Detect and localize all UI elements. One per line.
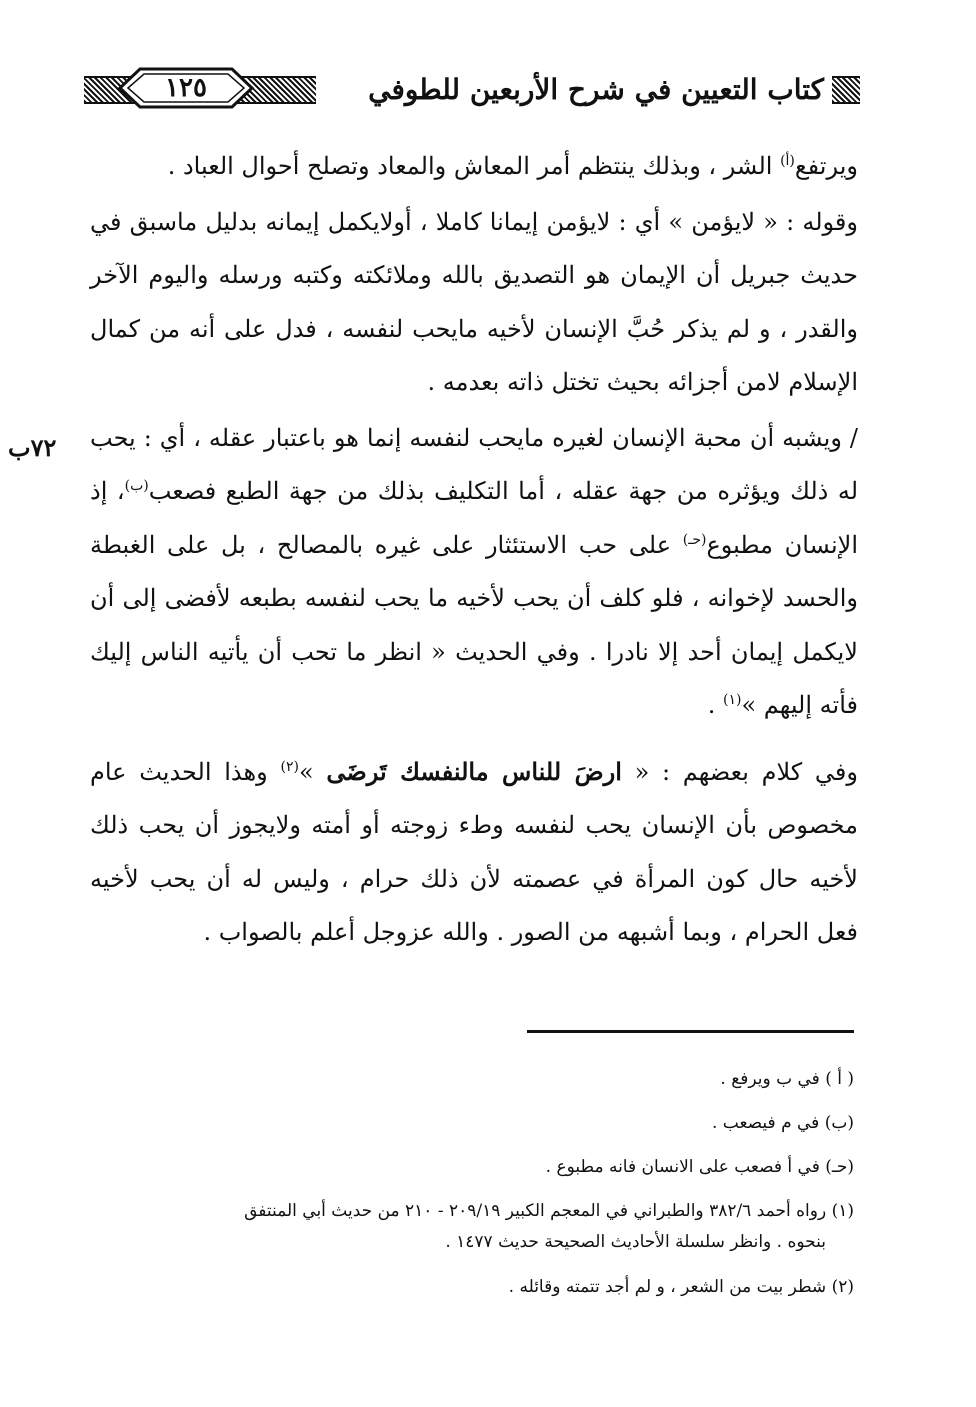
text-segment: وقوله : « لايؤمن » أي : لايؤمن إيمانا كاملا ، أولايكمل إيمانه بدليل ماسبق في حديث جبريل أن الإيمان هو التصديق بالله وملائكته وكتبه ورسله واليوم الآخر والقدر ، و لم يذكر حُبَّ الإنسان لأخيه مايحب لنفسه ، فدل على أنه من كمال الإسلام لامن أجزائه بحيث تختل ذاته بعدمه . [90, 207, 859, 396]
quoted-saying: ارضَ للناس مالنفسك تَرضَى [326, 756, 622, 786]
footnote-text: (٢) شطر بيت من الشعر ، و لم أجد تتمته وقائله . [508, 1277, 854, 1297]
body-paragraph [90, 412, 858, 733]
footnote-reference: (حـ) [682, 531, 707, 548]
page-number-badge [106, 66, 266, 110]
footnote-text: ( أ ) في ب ويرفع . [720, 1069, 854, 1089]
page-number: ١٢٥ [165, 73, 207, 103]
body-paragraph [90, 745, 858, 960]
book-title: كتاب التعيين في شرح الأربعين للطوفي [368, 73, 824, 106]
footnotes [80, 1064, 854, 1316]
body-paragraph [90, 140, 858, 194]
footnote-text: (ب) في م فيصعب . [711, 1113, 854, 1133]
footnote [80, 1196, 854, 1258]
manuscript-folio-marker: ٧٢ب [8, 433, 57, 462]
footnote-text: (١) رواه أحمد ٣٨٢/٦ والطبراني في المعجم الكبير ٢٠٩/١٩ - ٢١٠ من حديث أبي المنتفق [244, 1201, 854, 1221]
footnote-reference: (أ) [780, 153, 795, 169]
text-segment: / ويشبه أن محبة الإنسان لغيره مايحب لنفسه إنما هو باعتبار عقله ، أي : يحب له ذلك ويؤثره من جهة عقله ، أما التكليف بذلك من جهة الطبع فصعب [90, 423, 859, 505]
footnote-text: (حـ) في أ فصعب على الانسان فانه مطبوع . [545, 1157, 854, 1177]
text-segment: الشر ، وبذلك ينتظم أمر المعاش والمعاد وتصلح أحوال العباد . [167, 152, 781, 180]
footnote-reference: (٢) [280, 758, 299, 775]
text-segment: على حب الاستئثار على غيره بالمصالح ، بل على الغبطة والحسد لإخوانه ، فلو كلف أن يحب لأخيه ما يحب لنفسه بطبعه لأفضى إلى أن لايكمل إيمان أحد إلا نادرا . وفي الحديث « انظر ما تحب أن يأتيه الناس إليك فأته إليهم » [90, 530, 858, 719]
footnote-reference: (١) [723, 692, 742, 708]
footnote [80, 1272, 854, 1302]
main-text [90, 140, 858, 960]
text-segment: . [707, 691, 723, 719]
footnote [80, 1152, 854, 1182]
text-segment: » [298, 757, 327, 786]
text-segment: وفي كلام بعضهم : « [621, 757, 858, 786]
footnote [80, 1108, 854, 1138]
header-ornament-right [832, 76, 860, 104]
footnote-separator [527, 1030, 854, 1033]
footnote-reference: (ب) [124, 478, 149, 494]
footnote-continuation: بنحوه . وانظر سلسلة الأحاديث الصحيحة حديث ١٤٧٧ . [445, 1232, 826, 1252]
body-paragraph [90, 196, 858, 410]
footnote [80, 1064, 854, 1094]
text-segment: ويرتفع [794, 152, 858, 180]
text-segment: ، إذ الإنسان مطبوع [90, 477, 858, 559]
text-segment: وهذا الحديث عام مخصوص بأن الإنسان يحب لنفسه وطء زوجته أو أمته ولايجوز أن يحب ذلك لأخيه حال كون المرأة في عصمته لأن ذلك حرام ، وليس له أن يحب لأخيه فعل الحرام ، وبما أشبهه من الصور . والله عزوجل أعلم بالصواب . [90, 757, 858, 946]
running-header [84, 66, 862, 118]
